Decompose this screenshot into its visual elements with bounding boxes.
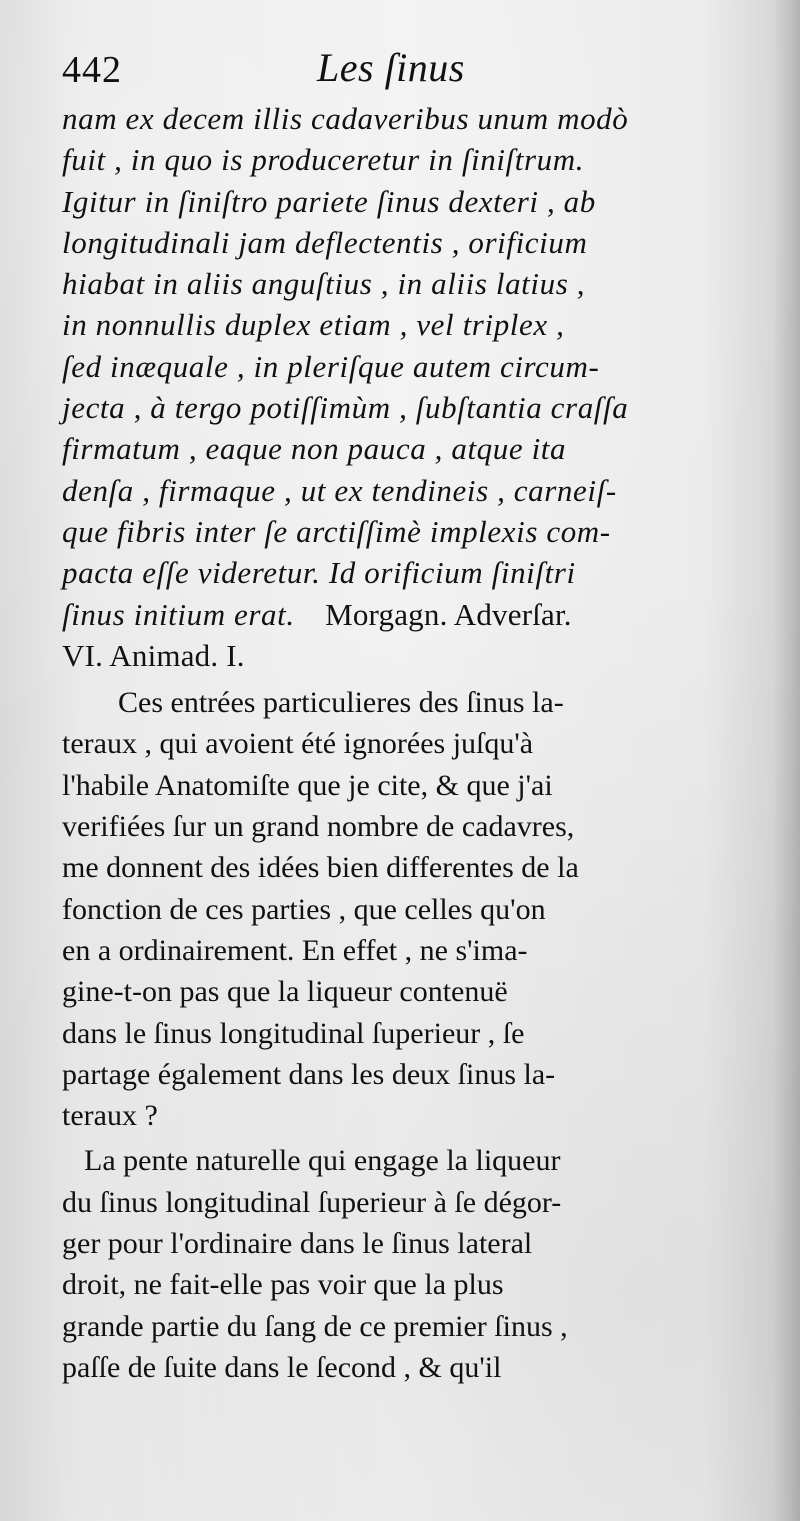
- latin-line: pacta eſſe videretur. Id orificium ſiniſtri: [62, 555, 576, 591]
- citation-reference: VI. Animad. I.: [62, 637, 245, 673]
- page-body: [62, 98, 742, 1388]
- page-number: 442: [62, 49, 122, 91]
- paragraph-line: du ſinus longitudinal ſuperieur à ſe dégor-: [62, 1185, 562, 1219]
- latin-line: denſa , firmaque , ut ex tendineis , carneiſ-: [62, 472, 617, 508]
- paragraph-line: fonction de ces parties , que celles qu'on: [62, 892, 546, 926]
- paragraph-line: me donnent des idées bien differentes de la: [62, 851, 579, 885]
- paragraph-line: verifiées ſur un grand nombre de cadavres,: [62, 810, 575, 844]
- paragraph-line: La pente naturelle qui engage la liqueur: [84, 1144, 561, 1178]
- citation-source: Morgagn. Adverſar.: [325, 596, 572, 632]
- latin-line-last: [62, 594, 742, 635]
- running-title: Les ſinus: [317, 45, 465, 90]
- latin-line: fuit , in quo is produceretur in ſiniſtrum.: [62, 142, 585, 178]
- latin-line: ſed inæquale , in pleriſque autem circum-: [62, 348, 600, 384]
- paragraph-line: ger pour l'ordinaire dans le ſinus lateral: [62, 1227, 533, 1261]
- paragraph-line: gine-t-on pas que la liqueur contenuë: [62, 975, 508, 1009]
- paragraph-line: Ces entrées particulieres des ſinus la-: [118, 686, 564, 720]
- paragraph-line: paſſe de ſuite dans le ſecond , & qu'il: [62, 1350, 502, 1384]
- paragraph-line: teraux , qui avoient été ignorées juſqu'à: [62, 727, 534, 761]
- paragraph-1: [62, 682, 742, 1136]
- paragraph-line: grande partie du ſang de ce premier ſinus ,: [62, 1309, 568, 1343]
- paragraph-line: l'habile Anatomiſte que je cite, & que j'ai: [62, 768, 553, 802]
- paragraph-line: droit, ne fait-elle pas voir que la plus: [62, 1268, 504, 1302]
- latin-line: jecta , à tergo potiſſimùm , ſubſtantia craſſa: [62, 390, 629, 426]
- latin-quotation: [62, 98, 742, 676]
- paragraph-line: dans le ſinus longitudinal ſuperieur , ſe: [62, 1016, 525, 1050]
- paragraph-line: teraux ?: [62, 1099, 158, 1133]
- page-header: [62, 40, 742, 100]
- latin-line: Igitur in ſiniſtro pariete ſinus dexteri , ab: [62, 183, 596, 219]
- latin-line: in nonnullis duplex etiam , vel triplex ,: [62, 307, 565, 343]
- latin-line: nam ex decem illis cadaveribus unum modò: [62, 101, 629, 136]
- paragraph-line: en a ordinairement. En effet , ne s'ima-: [62, 933, 528, 967]
- latin-line: que fibris inter ſe arctiſſimè implexis com-: [62, 513, 611, 549]
- latin-line: firmatum , eaque non pauca , atque ita: [62, 431, 567, 467]
- paragraph-2: [62, 1140, 742, 1388]
- latin-last-italic: ſinus initium erat.: [62, 596, 295, 632]
- latin-line: longitudinali jam deflectentis , orificium: [62, 224, 588, 260]
- paragraph-line: partage également dans les deux ſinus la-: [62, 1057, 556, 1091]
- latin-line: hiabat in aliis anguſtius , in aliis latius ,: [62, 266, 586, 302]
